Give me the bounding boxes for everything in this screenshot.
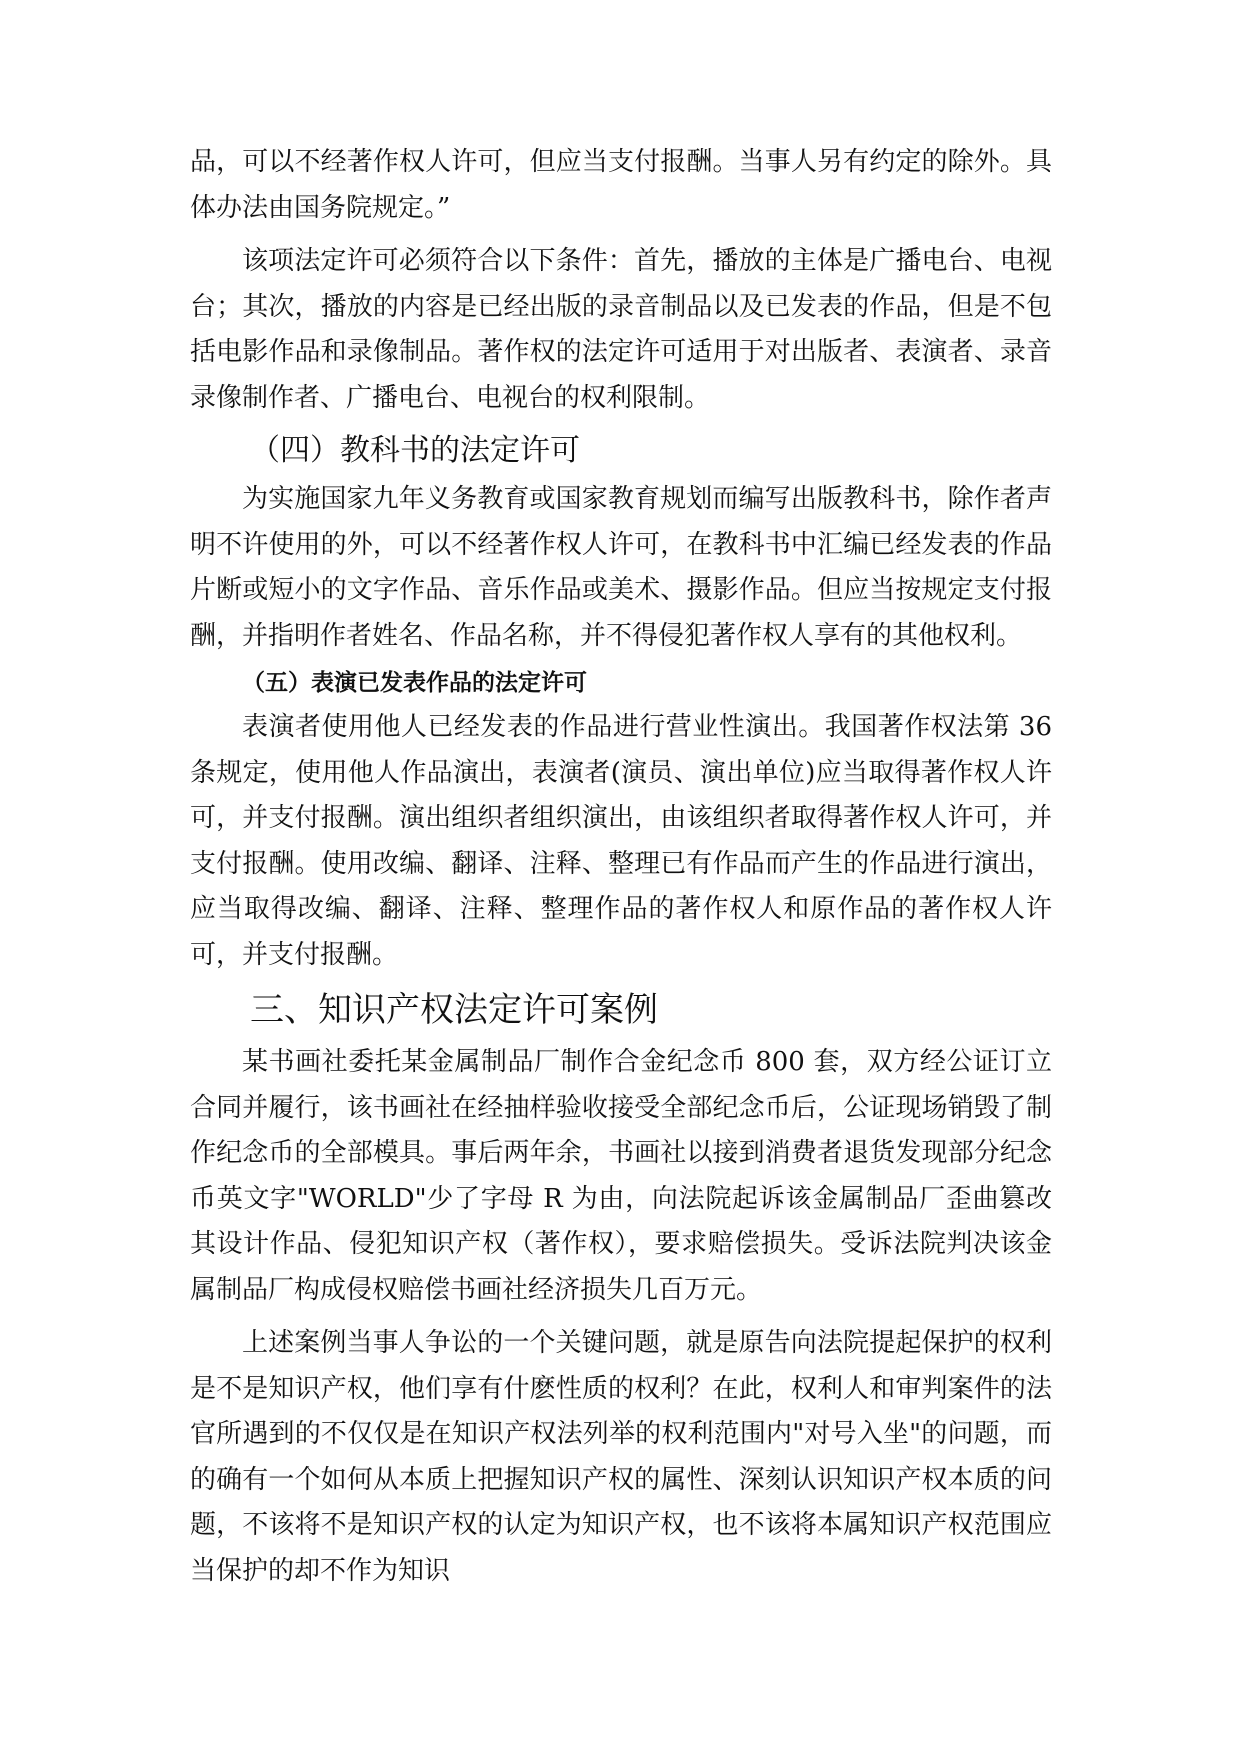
paragraph-performance-license: 表演者使用他人已经发表的作品进行营业性演出。我国著作权法第 36 条规定，使用他人作品演出，表演者(演员、演出单位)应当取得著作权人许可，并支付报酬。演出组织者组织演出，由该组织者取得著作权人许可，并支付报酬。使用改编、翻译、注释、整理已有作品而产生的作品进行演出，应当取得改编、翻译、注释、整理作品的著作权人和原作品的著作权人许可，并支付报酬。 bbox=[190, 712, 1052, 970]
paragraph-case-analysis: 上述案例当事人争讼的一个关键问题，就是原告向法院提起保护的权利是不是知识产权，他们享有什麽性质的权利？在此，权利人和审判案件的法官所遇到的不仅仅是在知识产权法列举的权利范围内"对号入坐"的问题，而的确有一个如何从本质上把握知识产权的属性、深刻认识知识产权本质的问题，不该将不是知识产权的认定为知识产权，也不该将本属知识产权范围应当保护的却不作为知识 bbox=[190, 1328, 1052, 1586]
paragraph-continuation: 品，可以不经著作权人许可，但应当支付报酬。当事人另有约定的除外。具体办法由国务院规定。” bbox=[190, 147, 1052, 223]
heading-case-study: 三、知识产权法定许可案例 bbox=[250, 990, 658, 1030]
heading-performance-license: （五）表演已发表作品的法定许可 bbox=[242, 669, 587, 696]
paragraph-textbook-license: 为实施国家九年义务教育或国家教育规划而编写出版教科书，除作者声明不许使用的外，可以不经著作权人许可，在教科书中汇编已经发表的作品片断或短小的文字作品、音乐作品或美术、摄影作品。但应当按规定支付报酬，并指明作者姓名、作品名称，并不得侵犯著作权人享有的其他权利。 bbox=[190, 484, 1052, 651]
paragraph-case-description: 某书画社委托某金属制品厂制作合金纪念币 800 套，双方经公证订立合同并履行，该书画社在经抽样验收接受全部纪念币后，公证现场销毁了制作纪念币的全部模具。事后两年余，书画社以接到消费者退货发现部分纪念币英文字"WORLD"少了字母 R 为由，向法院起诉该金属制品厂歪曲篡改其设计作品、侵犯知识产权（著作权），要求赔偿损失。受诉法院判决该金属制品厂构成侵权赔偿书画社经济损失几百万元。 bbox=[190, 1047, 1052, 1305]
document-page bbox=[190, 140, 1052, 1594]
paragraph-statutory-license-conditions: 该项法定许可必须符合以下条件：首先，播放的主体是广播电台、电视台；其次，播放的内容是已经出版的录音制品以及已发表的作品，但是不包括电影作品和录像制品。著作权的法定许可适用于对出版者、表演者、录音录像制作者、广播电台、电视台的权利限制。 bbox=[190, 246, 1052, 413]
heading-textbook-license: （四）教科书的法定许可 bbox=[250, 433, 580, 468]
